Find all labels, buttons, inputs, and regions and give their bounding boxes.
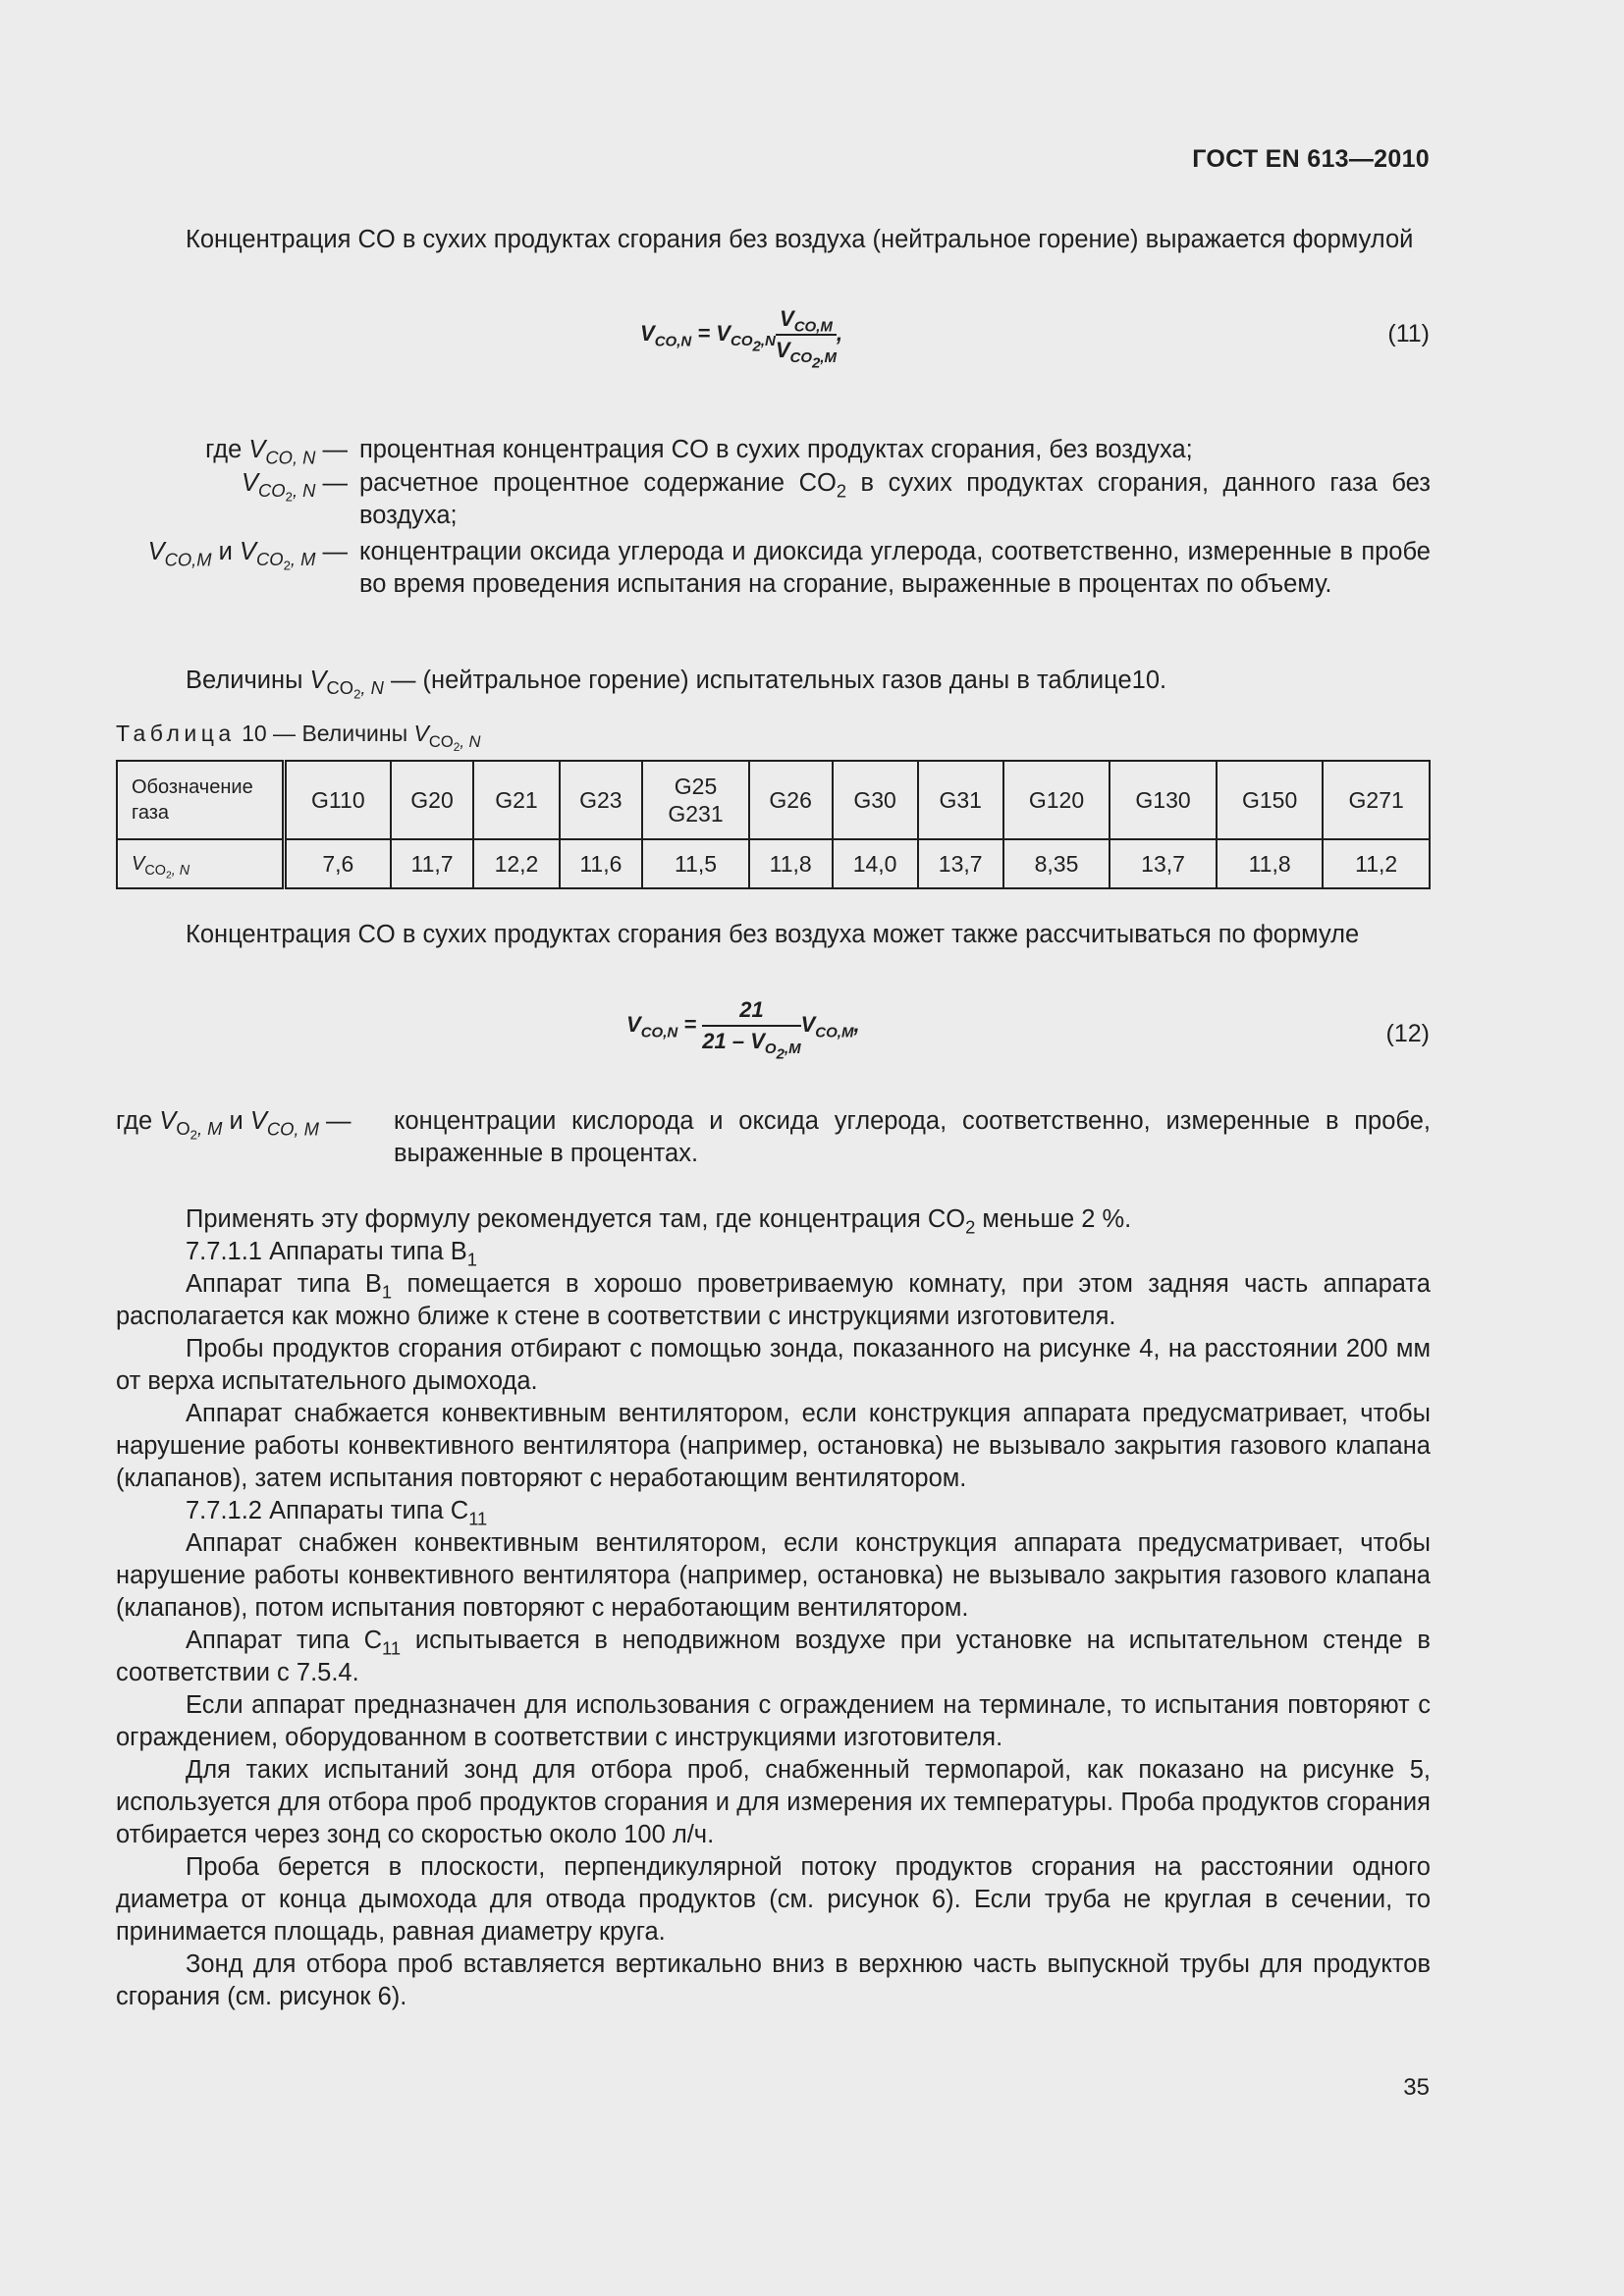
paragraph-probe-insertion: Зонд для отбора проб вставляется вертикально вниз в верхнюю часть выпускной трубы для продуктов сгорания (см. рисунок 6). (116, 1950, 1431, 2010)
page-number: 35 (1403, 2074, 1430, 2101)
equation-12: $V_{CO,N}$ = $\frac{21}{21 - V_{O_2,M}}$ $V_{CO,M}$, (626, 997, 860, 1063)
table-value-cell: 8,35 (1003, 839, 1110, 888)
table-gas-cell: G31 (918, 761, 1003, 839)
table-10-title: Таблица 10 — Величины $V_{CO_2, N}$ (116, 721, 481, 754)
section-heading-c11: 7.7.1.2 Аппараты типа $C_{11}$ (186, 1497, 488, 1529)
table-gas-cell: G21 (473, 761, 559, 839)
paragraph-fan-c11: Аппарат снабжен конвективным вентилятором, если конструкция аппарата предусматривает, чтобы нарушение работы конвективного вентилятора (например, остановка) не вызывало закрытия газового клапана (клапанов), потом испытания повторяют с неработающим вентилятором. (116, 1529, 1431, 1622)
table-gas-cell: G30 (833, 761, 918, 839)
paragraph-intro-formula-11: Концентрация CO в сухих продуктах сгорания без воздуха (нейтральное горение) выражается формулой (186, 226, 1414, 253)
paragraph-intro-formula-12: Концентрация CO в сухих продуктах сгорания без воздуха может также рассчитываться по формуле (186, 921, 1360, 948)
def-desc-vcom-vco2m: концентрации оксида углерода и диоксида углерода, соответственно, измеренные в пробе во время проведения испытания на сгорание, выраженные в процентах по объему. (359, 538, 1431, 598)
paragraph-apply-formula: Применять эту формулу рекомендуется там, где концентрация $CO_2$ меньше 2 %. (186, 1205, 1132, 1238)
def-term-vo2m-vcom: где $V_{O_2, M}$ и $V_{CO, M}$ — (116, 1107, 352, 1144)
table-header-label: Обозначение газа (117, 761, 285, 839)
paragraph-c11-still-air: Аппарат типа $C_{11}$ испытывается в неподвижном воздухе при установке на испытательном стенде в соответствии с 7.5.4. (116, 1627, 1431, 1686)
table-value-cell: 13,7 (1110, 839, 1217, 888)
table-gas-cell: G271 (1323, 761, 1430, 839)
table-values-row (117, 839, 1430, 888)
table-value-cell: 12,2 (473, 839, 559, 888)
table-value-cell: 11,7 (391, 839, 474, 888)
def-term-vcon: где $V_{CO, N}$ — (205, 436, 348, 468)
table-gas-cell: G110 (285, 761, 391, 839)
table-gas-cell: G23 (560, 761, 643, 839)
table-value-cell: 11,8 (1217, 839, 1324, 888)
table-value-cell: 13,7 (918, 839, 1003, 888)
body-text (116, 1203, 1431, 2013)
def-desc-vco2n: расчетное процентное содержание $CO_2$ в сухих продуктах сгорания, данного газа без воздуха; (359, 469, 1431, 529)
equation-11: $V_{CO,N} = V_{CO_2,N}$ $\frac{V_{CO,M}}{V_{CO_2,M}}$ , (640, 306, 843, 372)
fraction-12: $\frac{21}{21 - V_{O_2,M}}$ (702, 997, 801, 1063)
table-header-row (117, 761, 1430, 839)
table-row-label-vco2n: $V_{CO_2, N}$ (117, 839, 285, 888)
table-value-cell: 14,0 (833, 839, 918, 888)
table-value-cell: 11,6 (560, 839, 643, 888)
paragraph-thermocouple-probe: Для таких испытаний зонд для отбора проб, снабженный термопарой, как показано на рисунке 5, используется для отбора проб продуктов сгорания и для измерения их температуры. Проба продуктов сгорания отбирается через зонд со скоростью около 100 л/ч. (116, 1756, 1431, 1848)
table-value-cell: 11,8 (749, 839, 833, 888)
section-heading-b1: 7.7.1.1 Аппараты типа $B_1$ (186, 1238, 477, 1270)
equation-number-12: (12) (1385, 1020, 1430, 1047)
def-desc-vcon: процентная концентрация CO в сухих продуктах сгорания, без воздуха; (359, 436, 1193, 463)
def-desc-vo2m-vcom: концентрации кислорода и оксида углерода, соответственно, измеренные в пробе, выраженные в процентах. (394, 1107, 1431, 1167)
table-gas-cell: G26 (749, 761, 833, 839)
paragraph-values-table-ref: Величины $V_{CO_2, N}$ — (нейтральное горение) испытательных газов даны в таблице10. (186, 667, 1167, 703)
fraction-11: $\frac{V_{CO,M}}{V_{CO_2,M}}$ (775, 306, 838, 372)
table-value-cell: 11,5 (642, 839, 749, 888)
table-gas-cell: G130 (1110, 761, 1217, 839)
table-gas-cell: G120 (1003, 761, 1110, 839)
paragraph-b1-placement: Аппарат типа $B_1$ помещается в хорошо проветриваемую комнату, при этом задняя часть аппарата располагается как можно ближе к стене в соответствии с инструкциями изготовителя. (116, 1270, 1431, 1330)
paragraph-terminal-guard: Если аппарат предназначен для использования с ограждением на терминале, то испытания повторяют с ограждением, оборудованном в соответствии с инструкциями изготовителя. (116, 1691, 1431, 1751)
def-term-vcom-vco2m: $V_{CO,M}$ и $V_{CO_2, M}$ — (147, 538, 348, 574)
table-value-cell: 7,6 (285, 839, 391, 888)
paragraph-sampling-plane: Проба берется в плоскости, перпендикулярной потоку продуктов сгорания на расстоянии одного диаметра от конца дымохода для отвода продуктов (см. рисунок 6). Если труба не круглая в сечении, то принимается площадь, равная диаметру круга. (116, 1853, 1431, 1946)
table-10 (116, 760, 1431, 889)
table-gas-cell: G20 (391, 761, 474, 839)
paragraph-probe-sampling: Пробы продуктов сгорания отбирают с помощью зонда, показанного на рисунке 4, на расстоянии 200 мм от верха испытательного дымохода. (116, 1335, 1431, 1395)
def-term-vco2n: $V_{CO_2, N}$ — (242, 469, 348, 506)
document-code-header: ГОСТ EN 613—2010 (1192, 145, 1430, 173)
table-gas-cell: G150 (1217, 761, 1324, 839)
equation-number-11: (11) (1387, 320, 1430, 347)
table-value-cell: 11,2 (1323, 839, 1430, 888)
table-gas-cell: G25 G231 (642, 761, 749, 839)
paragraph-fan-b1: Аппарат снабжается конвективным вентилятором, если конструкция аппарата предусматривает, чтобы нарушение работы конвективного вентилятора (например, остановка) не вызывало закрытия газового клапана (клапанов), затем испытания повторяют с неработающим вентилятором. (116, 1400, 1431, 1492)
